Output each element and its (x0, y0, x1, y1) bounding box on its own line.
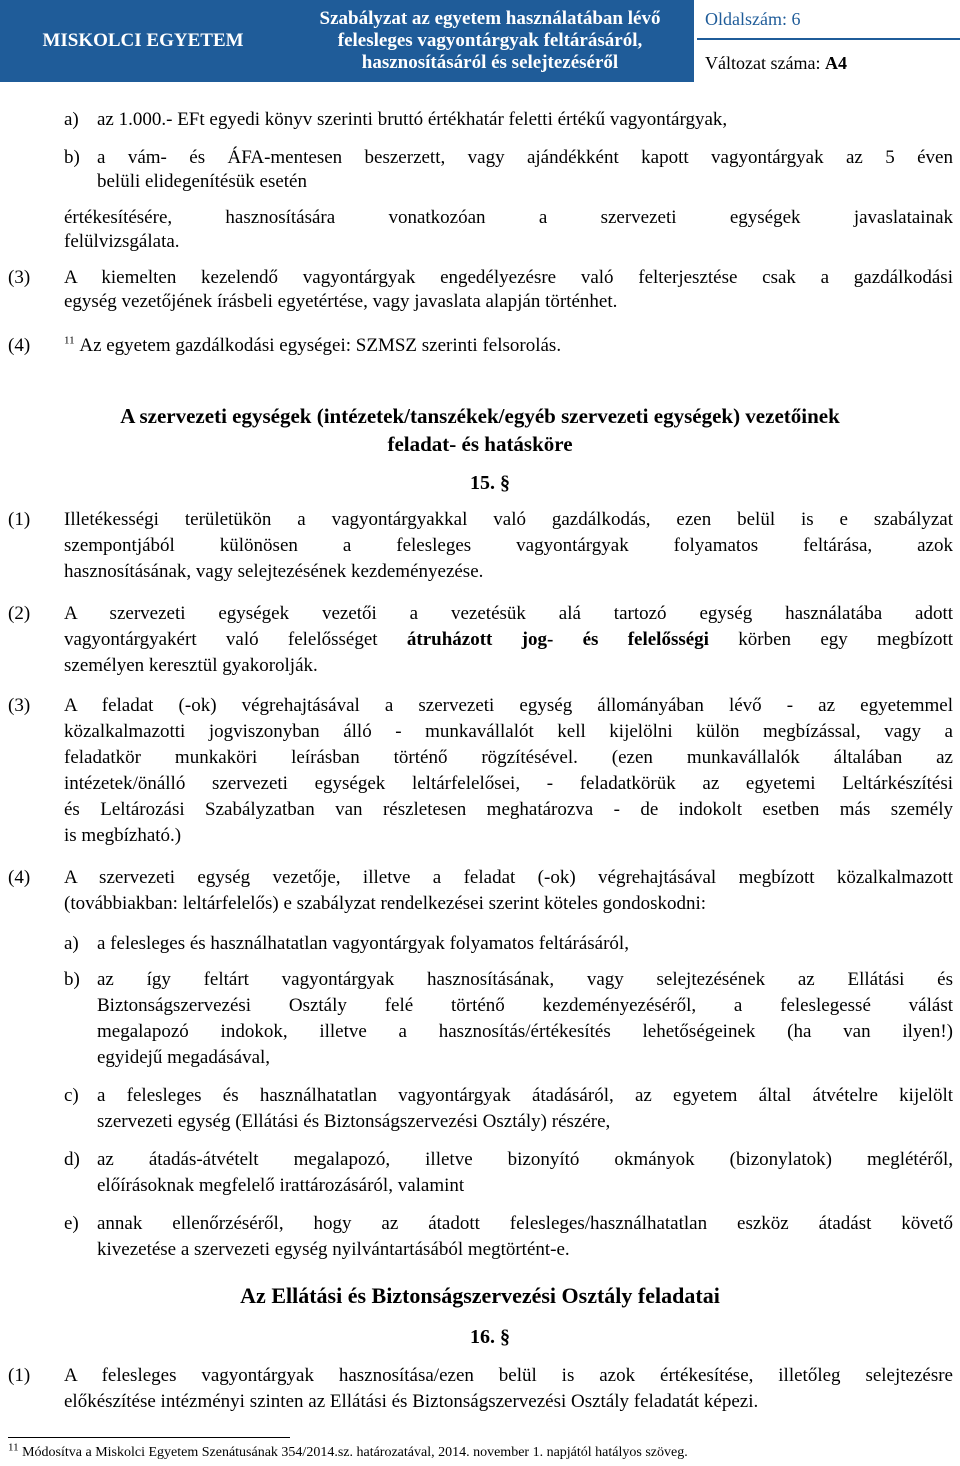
list-continuation-line-1: értékesítésére, hasznosítására vonatkozóan a szervezeti egységek javaslatainak (64, 207, 953, 228)
section-16-heading: Az Ellátási és Biztonságszervezési Osztály feladatai (240, 1283, 720, 1308)
version-label: Változat száma: (705, 52, 821, 73)
s15-para-2-line-2 (64, 628, 953, 652)
s15-para-3-line-5: és Leltározási Szabályzatban van részletesen meghatározva - de indokolt esetben más személy (64, 799, 953, 820)
list-label-a: a) (64, 109, 79, 130)
page-info (697, 0, 960, 82)
s15-list-item-c-line-2: szervezeti egység (Ellátási és Biztonságszervezési Osztály) részére, (97, 1111, 611, 1132)
s15-list-item-b-line-2: Biztonságszervezési Osztály felé történő kezdeményezéséről, a feleslegessé válást (97, 995, 953, 1016)
s15-para-2-bold: átruházott jog- és felelősségi (406, 629, 709, 650)
para-3-line-2: egység vezetőjének írásbeli egyetértése, vagy javaslata alapján történhet. (64, 291, 618, 312)
section-16-number: 16. § (470, 1326, 510, 1348)
s15-para-3-number: (3) (8, 695, 31, 716)
s16-para-1-line-1: A felesleges vagyontárgyak hasznosítása/ezen belül is azok értékesítése, illetőleg selejtezésre (64, 1365, 953, 1386)
title-line-1: Szabályzat az egyetem használatában lévő (319, 8, 661, 29)
s15-list-item-e-line-2: kivezetése a szervezeti egység nyilvántartásából megtörtént-e. (97, 1239, 570, 1260)
s16-para-1-line-2: előkészítése intézményi szinten az Ellátási és Biztonságszervezési Osztály feladatát képezi. (64, 1391, 759, 1412)
s15-list-item-b-line-4: egyidejű megadásával, (97, 1047, 271, 1068)
s15-para-1-line-3: hasznosításának, vagy selejtezésének kezdeményezése. (64, 561, 484, 582)
s15-para-1-line-2: szempontjából különösen a felesleges vagyontárgyak folyamatos feltárása, azok (64, 535, 953, 556)
list-label-b: b) (64, 147, 80, 168)
s15-para-3-line-3: feladatkör munkaköri leírásban történő rögzítésével. (ezen munkavállalók általában az (64, 747, 953, 768)
page-label: Oldalszám: (705, 8, 787, 29)
s15-list-label-d: d) (64, 1149, 80, 1170)
page-number: 6 (791, 8, 801, 29)
footnote-number: 11 (8, 1441, 19, 1454)
s15-para-1-number: (1) (8, 509, 31, 530)
s15-para-2-line-3: személyen keresztül gyakorolják. (64, 655, 318, 676)
para-4-number: (4) (8, 335, 31, 356)
version-value: A4 (824, 52, 847, 73)
footnote-ref: 11 (64, 334, 75, 347)
s15-para-3-line-1: A feladat (-ok) végrehajtásával a szervezeti egység állományában lévő - az egyetemmel (64, 695, 953, 716)
page-number-row (697, 0, 960, 40)
title-line-2: felesleges vagyontárgyak feltárásáról, (337, 30, 643, 51)
para-4-text (64, 334, 561, 358)
s15-list-item-a: a felesleges és használhatatlan vagyontárgyak folyamatos feltárásáról, (97, 933, 629, 954)
s15-list-item-d-line-2: előírásoknak megfelelő irattározásáról, valamint (97, 1175, 465, 1196)
s15-para-3-line-2: közalkalmazotti jogviszonyban álló - munkavállalót kell kijelölni külön megbízással, vagy a (64, 721, 953, 742)
list-item-b-line-1: a vám- és ÁFA-mentesen beszerzett, vagy ajándékként kapott vagyontárgyak az 5 éven (97, 147, 953, 168)
s15-list-label-e: e) (64, 1213, 79, 1234)
para-3-number: (3) (8, 267, 31, 288)
s15-list-item-b-line-3: megalapozó indokok, illetve a hasznosítás/értékesítés lehetőségeinek (ha van ilyen!) (97, 1021, 953, 1042)
version-row (697, 44, 960, 82)
s15-list-item-e-line-1: annak ellenőrzéséről, hogy az átadott felesleges/használhatatlan eszköz átadást követő (97, 1213, 953, 1234)
s15-para-4-line-2: (továbbiakban: leltárfelelős) e szabályzat rendelkezései szerint köteles gondoskodni: (64, 893, 707, 914)
s15-para-3-line-4: intézetek/önálló szervezeti egységek leltárfelelősei, - feladatkörük az egyetemi Leltárkészítési (64, 773, 953, 794)
title-line-3: hasznosításáról és selejtezéséről (361, 52, 619, 73)
para-4-content: Az egyetem gazdálkodási egységei: SZMSZ szerinti felsorolás. (79, 335, 562, 356)
s15-para-2-text-c: körben egy megbízott (738, 629, 954, 650)
list-item-b-line-2: belüli elidegenítésük esetén (97, 171, 307, 192)
s15-para-4-line-1: A szervezeti egység vezetője, illetve a feladat (-ok) végrehajtásával megbízott közalkalmazott (64, 867, 953, 888)
s15-para-1-line-1: Illetékességi területükön a vagyontárgyakkal való gazdálkodás, ezen belül is e szabályzat (64, 509, 953, 530)
para-3-line-1: A kiemelten kezelendő vagyontárgyak engedélyezésre való felterjesztése csak a gazdálkodási (64, 267, 953, 288)
university-name: MISKOLCI EGYETEM (0, 0, 286, 82)
section-15-number: 15. § (470, 472, 510, 494)
footnote-divider (8, 1437, 290, 1438)
regulation-title (286, 0, 694, 82)
s15-para-3-line-6: is megbízható.) (64, 825, 182, 846)
s15-para-2-line-1: A szervezeti egységek vezetői a vezetésük alá tartozó egység használatába adott (64, 603, 953, 624)
s15-para-2-number: (2) (8, 603, 31, 624)
footnote (8, 1441, 688, 1461)
s15-para-2-text-a: vagyontárgyakért való felelősséget (64, 629, 378, 650)
list-continuation-line-2: felülvizsgálata. (64, 231, 180, 252)
s15-list-item-c-line-1: a felesleges és használhatatlan vagyontárgyak átadásáról, az egyetem által átvételre kijelölt (97, 1085, 953, 1106)
document-header (0, 0, 960, 82)
s16-para-1-number: (1) (8, 1365, 31, 1386)
list-item-a: az 1.000.- EFt egyedi könyv szerinti bruttó értékhatár feletti értékű vagyontárgyak, (97, 109, 728, 130)
s15-list-label-b: b) (64, 969, 80, 990)
section-15-heading-line-1: A szervezeti egységek (intézetek/tanszékek/egyéb szervezeti egységek) vezetőinek (120, 404, 840, 428)
s15-list-label-a: a) (64, 933, 79, 954)
s15-para-4-number: (4) (8, 867, 31, 888)
s15-list-label-c: c) (64, 1085, 79, 1106)
s15-list-item-b-line-1: az így feltárt vagyontárgyak hasznosításának, vagy selejtezésének az Ellátási és (97, 969, 953, 990)
footnote-text: Módosítva a Miskolci Egyetem Szenátusának 354/2014.sz. határozatával, 2014. november 1. napjától hatályos szöveg. (22, 1445, 688, 1460)
s15-list-item-d-line-1: az átadás-átvételt megalapozó, illetve bizonyító okmányok (bizonylatok) meglétéről, (97, 1149, 953, 1170)
section-15-heading-line-2: feladat- és hatásköre (387, 432, 573, 456)
